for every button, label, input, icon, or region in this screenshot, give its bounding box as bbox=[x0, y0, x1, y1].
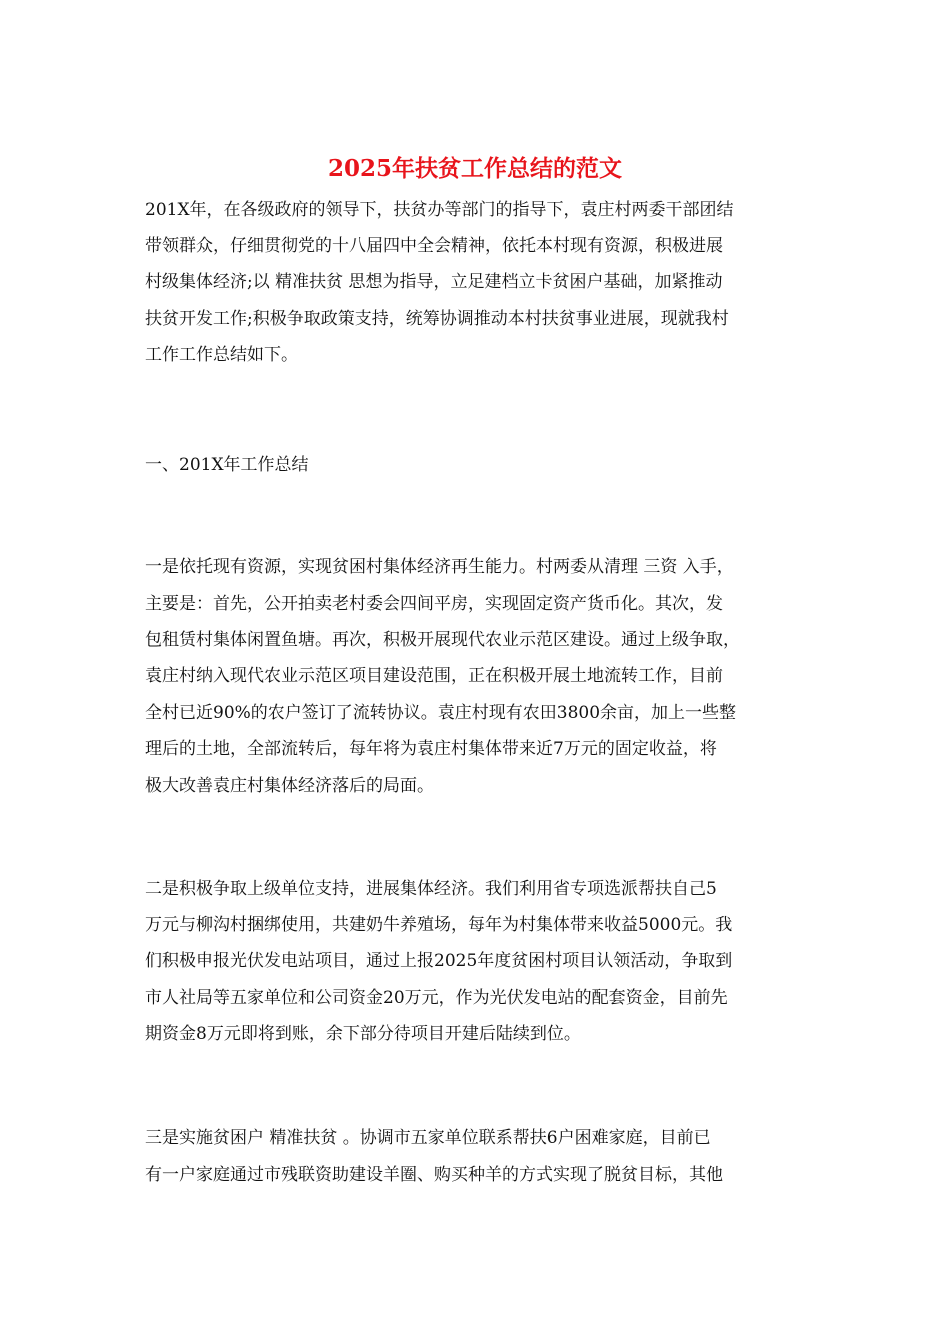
para1-line-7: 极大改善袁庄村集体经济落后的局面。 bbox=[145, 776, 434, 796]
para3-line-2: 有一户家庭通过市残联资助建设羊圈、购买种羊的方式实现了脱贫目标，其他 bbox=[145, 1165, 723, 1185]
para2-line-4: 市人社局等五家单位和公司资金20万元，作为光伏发电站的配套资金，目前先 bbox=[145, 988, 728, 1008]
document-title: 2025年扶贫工作总结的范文 bbox=[327, 155, 622, 182]
para3-line-1: 三是实施贫困户 精准扶贫 。协调市五家单位联系帮扶6户困难家庭，目前已 bbox=[145, 1128, 711, 1148]
para1-line-1: 一是依托现有资源，实现贫困村集体经济再生能力。村两委从清理 三资 入手， bbox=[145, 557, 734, 577]
para2-line-1: 二是积极争取上级单位支持，进展集体经济。我们利用省专项选派帮扶自己5 bbox=[145, 879, 717, 899]
para1-line-2: 主要是：首先，公开拍卖老村委会四间平房，实现固定资产货币化。其次，发 bbox=[145, 594, 723, 614]
para1-line-5: 全村已近90%的农户签订了流转协议。袁庄村现有农田3800余亩，加上一些整 bbox=[145, 703, 737, 723]
intro-line-5: 工作工作总结如下。 bbox=[145, 345, 298, 365]
para2-line-3: 们积极申报光伏发电站项目，通过上报2025年度贫困村项目认领活动，争取到 bbox=[145, 951, 733, 971]
para2-line-5: 期资金8万元即将到账，余下部分待项目开建后陆续到位。 bbox=[145, 1024, 581, 1044]
para1-line-6: 理后的土地，全部流转后，每年将为袁庄村集体带来近7万元的固定收益，将 bbox=[145, 739, 717, 759]
intro-line-3: 村级集体经济;以 精准扶贫 思想为指导，立足建档立卡贫困户基础，加紧推动 bbox=[145, 272, 723, 292]
para2-line-2: 万元与柳沟村捆绑使用，共建奶牛养殖场，每年为村集体带来收益5000元。我 bbox=[145, 915, 733, 935]
intro-line-2: 带领群众，仔细贯彻党的十八届四中全会精神，依托本村现有资源，积极进展 bbox=[145, 236, 723, 256]
intro-line-4: 扶贫开发工作;积极争取政策支持，统筹协调推动本村扶贫事业进展，现就我村 bbox=[145, 309, 729, 329]
para1-line-4: 袁庄村纳入现代农业示范区项目建设范围，正在积极开展土地流转工作，目前 bbox=[145, 666, 723, 686]
section-heading: 一、201X年工作总结 bbox=[145, 455, 309, 475]
para1-line-3: 包租赁村集体闲置鱼塘。再次，积极开展现代农业示范区建设。通过上级争取， bbox=[145, 630, 740, 650]
intro-line-1: 201X年，在各级政府的领导下，扶贫办等部门的指导下，袁庄村两委干部团结 bbox=[145, 200, 734, 220]
